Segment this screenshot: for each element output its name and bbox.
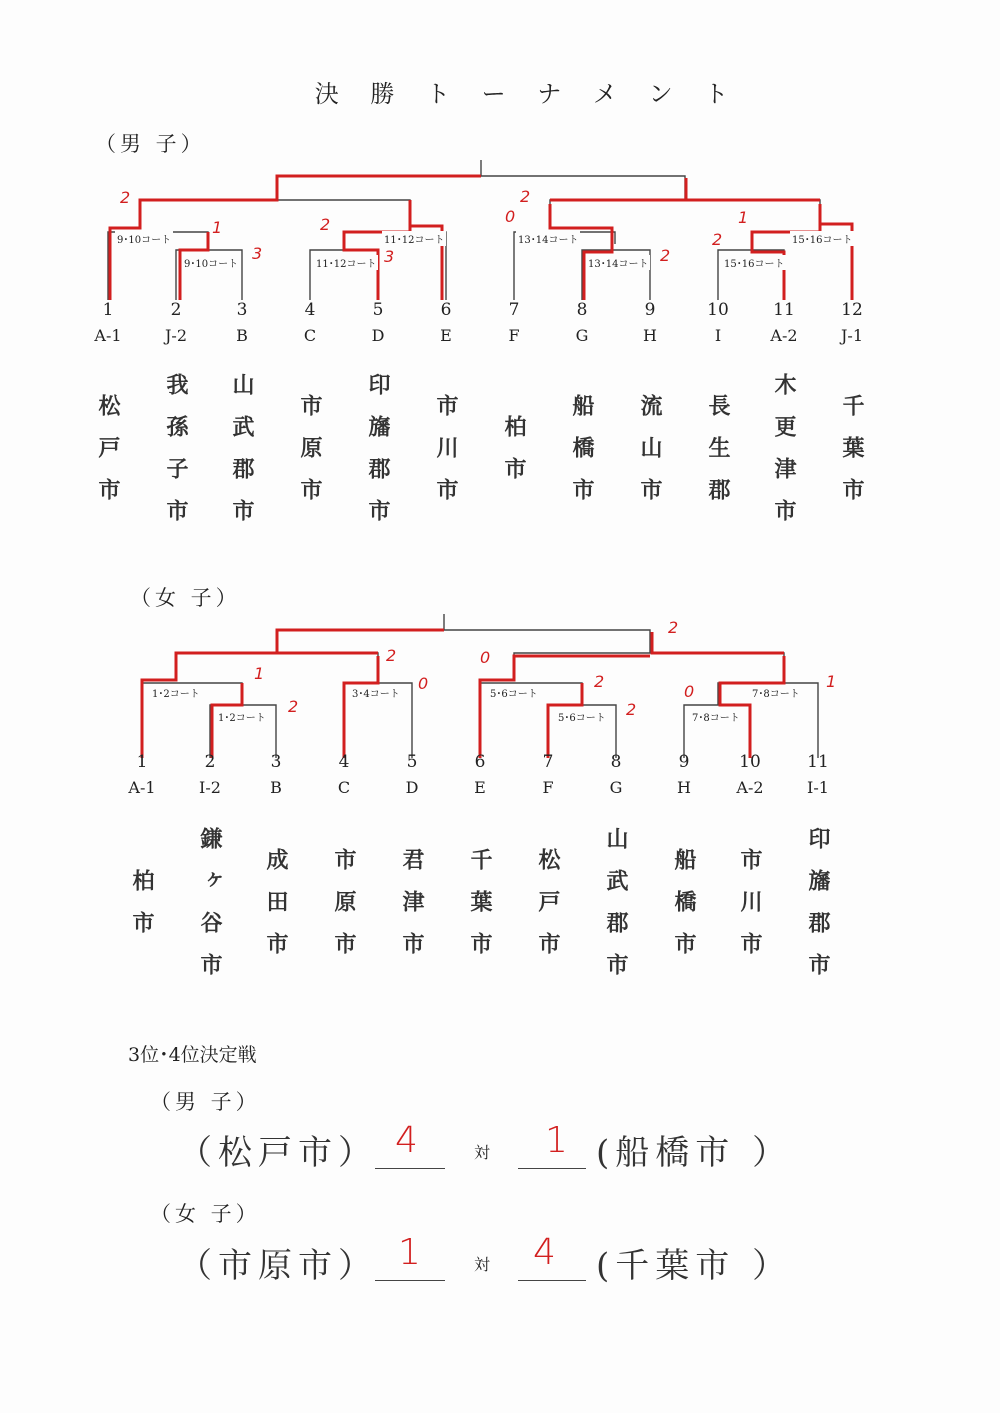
court-label: 13･14コート [586,255,650,270]
team-group: A-2 [770,326,798,345]
team-number: 2 [170,300,182,320]
team-number: 3 [236,300,248,320]
team-number: 1 [136,752,148,772]
score-mark: 0 [505,207,516,226]
score-mark: 0 [684,682,695,701]
vs-label: 対 [474,1255,491,1274]
boys-section-label: （男 子） [95,132,206,156]
team-name: 印旛郡市 [365,373,391,541]
court-label: 9･10コート [182,255,240,270]
team-number: 4 [338,752,350,772]
score-mark: 2 [320,215,331,234]
score-mark: 2 [712,230,723,249]
team-group: I-2 [199,778,221,797]
score-mark: 1 [826,672,837,691]
team-number: 11 [773,300,795,320]
team-name: 市川市 [737,848,763,974]
team-group: I [714,326,722,345]
court-label: 15･16コート [790,231,854,246]
team-number: 9 [678,752,690,772]
team-number: 9 [644,300,656,320]
court-label: 11･12コート [314,255,378,270]
score-mark: 2 [120,188,131,207]
team-group: A-1 [128,778,156,797]
team-name: 山武郡市 [229,373,255,541]
court-label: 5･6コート [556,709,608,724]
third-boys-left-team: （松戸市） [178,1133,378,1173]
team-number: 8 [610,752,622,772]
team-name: 長生郡 [705,394,731,520]
team-number: 12 [841,300,863,320]
team-group: H [643,326,657,345]
team-group: I-1 [807,778,829,797]
team-group: C [303,326,317,345]
team-number: 7 [508,300,520,320]
team-group: J-1 [841,326,863,345]
score-mark: 3 [384,247,395,266]
team-name: 鎌ヶ谷市 [197,827,223,995]
court-label: 7･8コート [690,709,742,724]
team-name: 印旛郡市 [805,827,831,995]
team-number: 2 [204,752,216,772]
team-name: 我孫子市 [163,373,189,541]
court-label: 1･2コート [216,709,268,724]
third-girls-right-team: (千葉市 ） [596,1246,793,1286]
court-label: 15･16コート [722,255,786,270]
team-number: 6 [440,300,452,320]
score-mark: 2 [386,646,397,665]
court-label: 7･8コート [750,685,802,700]
team-number: 4 [304,300,316,320]
team-group: B [236,326,248,345]
team-group: F [542,778,554,797]
team-name: 成田市 [263,848,289,974]
team-group: A-1 [94,326,122,345]
court-label: 13･14コート [516,231,580,246]
team-name: 柏市 [129,869,155,953]
third-boys-label: （男 子） [150,1090,261,1114]
score-mark: 1 [738,208,749,227]
team-number: 7 [542,752,554,772]
third-place-title: 3位･4位決定戦 [128,1044,257,1066]
score-mark: 1 [254,664,265,683]
team-name: 船橋市 [671,848,697,974]
team-name: 船橋市 [569,394,595,520]
boys-bracket [0,150,1000,300]
girls-section-label: （女 子） [130,586,241,610]
team-name: 千葉市 [467,848,493,974]
third-girls-label: （女 子） [150,1202,261,1226]
court-label: 5･6コート [488,685,540,700]
team-number: 3 [270,752,282,772]
team-group: J-2 [165,326,187,345]
team-number: 1 [102,300,114,320]
team-name: 流山市 [637,394,663,520]
page-title: 決 勝 ト ー ナ メ ン ト [314,80,741,108]
score-mark: 2 [626,700,637,719]
team-number: 8 [576,300,588,320]
team-group: C [337,778,351,797]
team-group: G [575,326,589,345]
team-name: 君津市 [399,848,425,974]
court-label: 1･2コート [150,685,202,700]
team-name: 柏市 [501,415,527,499]
team-group: H [677,778,691,797]
team-group: A-2 [736,778,764,797]
team-name: 松戸市 [95,394,121,520]
team-number: 5 [372,300,384,320]
team-number: 10 [707,300,729,320]
team-name: 市原市 [297,394,323,520]
third-girls-left-team: （市原市） [178,1246,378,1286]
team-name: 市川市 [433,394,459,520]
score-mark: 2 [660,246,671,265]
team-group: E [440,326,452,345]
third-boys-left-score: 4 [395,1120,418,1161]
team-name: 山武郡市 [603,827,629,995]
third-girls-right-score: 4 [533,1232,556,1273]
score-mark: 0 [480,648,491,667]
court-label: 3･4コート [350,685,402,700]
girls-bracket [0,600,1000,760]
score-mark: 2 [594,672,605,691]
third-boys-right-score: 1 [545,1120,568,1161]
court-label: 11･12コート [382,231,446,246]
team-number: 6 [474,752,486,772]
third-boys-right-team: (船橋市 ） [596,1133,793,1173]
team-group: D [371,326,385,345]
court-label: 9･10コート [115,231,173,246]
team-group: B [270,778,282,797]
team-name: 松戸市 [535,848,561,974]
team-number: 11 [807,752,829,772]
score-mark: 3 [252,244,263,263]
third-girls-left-score: 1 [398,1232,421,1273]
team-group: G [609,778,623,797]
team-name: 木更津市 [771,373,797,541]
team-group: D [405,778,419,797]
score-mark: 2 [520,187,531,206]
score-mark: 0 [418,674,429,693]
team-name: 千葉市 [839,394,865,520]
score-mark: 2 [288,697,299,716]
team-number: 10 [739,752,761,772]
team-name: 市原市 [331,848,357,974]
team-group: F [508,326,520,345]
team-group: E [474,778,486,797]
vs-label: 対 [474,1143,491,1162]
team-number: 5 [406,752,418,772]
score-mark: 1 [212,218,223,237]
score-mark: 2 [668,618,679,637]
